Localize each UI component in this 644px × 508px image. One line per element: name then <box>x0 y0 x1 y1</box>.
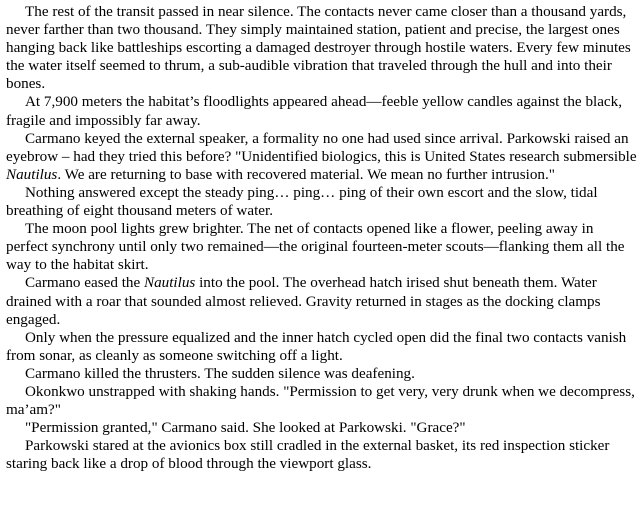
paragraph <box>6 3 638 93</box>
paragraph <box>6 437 638 473</box>
text-run: "Permission granted," Carmano said. She looked at Parkowski. "Grace?" <box>25 419 466 437</box>
text-run: At 7,900 meters the habitat’s floodlights appeared ahead—feeble yellow candles against the black, fragile and impossibly far away. <box>6 93 623 129</box>
paragraph <box>6 365 638 383</box>
paragraph <box>6 184 638 220</box>
text-run: The moon pool lights grew brighter. The net of contacts opened like a flower, peeling away in perfect synchrony until only two remained—the original fourteen-meter scouts—flanking them all the way to the habitat skirt. <box>6 220 625 274</box>
paragraph <box>6 93 638 129</box>
text-run: Carmano eased the <box>25 274 144 292</box>
text-run: Carmano killed the thrusters. The sudden silence was deafening. <box>25 364 415 382</box>
text-run: . We are returning to base with recovered material. We mean no further intrusion." <box>57 165 555 183</box>
text-run: Only when the pressure equalized and the inner hatch cycled open did the final two contacts vanish from sonar, as cleanly as someone switching off a light. <box>6 328 627 364</box>
text-run: into the pool. The overhead hatch irised shut beneath them. Water drained with a roar that sounded almost relieved. Gravity returned in stages as the docking clamps engaged. <box>6 274 601 328</box>
paragraph <box>6 383 638 419</box>
text-run: Carmano keyed the external speaker, a formality no one had used since arrival. Parkowski raised an eyebrow – had they tried this before? "Unidentified biologics, this is United States research submersible <box>6 129 637 165</box>
text-run: The rest of the transit passed in near silence. The contacts never came closer than a thousand yards, never farther than two thousand. They simply maintained station, patient and precise, the largest ones hanging back like battleships escorting a damaged destroyer through hostile waters. Every few minutes the water itself seemed to thrum, a sub-audible vibration that traveled through the hull and into their bones. <box>6 3 631 93</box>
paragraph <box>6 419 638 437</box>
story-text-body <box>6 3 638 473</box>
text-run: Nothing answered except the steady ping… ping… ping of their own escort and the slow, tidal breathing of eight thousand meters of water. <box>6 183 598 220</box>
text-run: Okonkwo unstrapped with shaking hands. "Permission to get very, very drunk when we decompress, ma’am?" <box>6 382 635 419</box>
text-run: Parkowski stared at the avionics box still cradled in the external basket, its red inspection sticker staring back like a drop of blood through the viewport glass. <box>6 437 610 473</box>
italic-text-run: Nautilus <box>143 274 196 292</box>
italic-text-run: Nautilus <box>6 165 58 183</box>
paragraph <box>6 329 638 365</box>
paragraph <box>6 274 638 328</box>
paragraph <box>6 220 638 274</box>
paragraph <box>6 130 638 184</box>
